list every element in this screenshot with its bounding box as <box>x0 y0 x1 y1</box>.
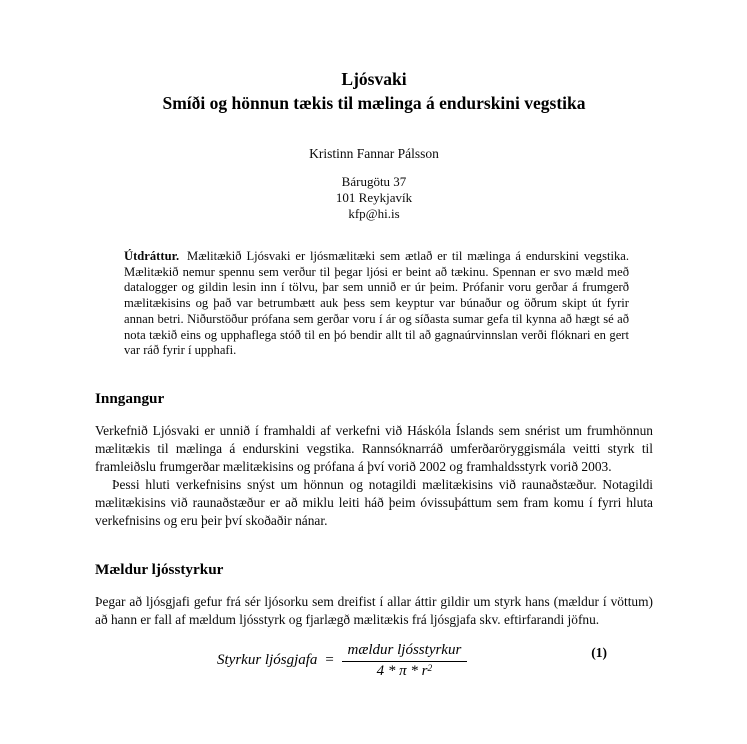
equation-lhs: Styrkur ljósgjafa <box>217 652 318 669</box>
paragraph: Þessi hluti verkefnisins snýst um hönnun og notagildi mælitækisins við raunaðstæður. Notagildi mælitækisins við raunaðstæður er að miklu leiti háð þeim óvissuþáttum sem fram komu í fyrri hluta verkefnisins og eru þeir því skoðaðir nánar. <box>95 476 653 528</box>
equation-equals-sign: = <box>324 652 335 669</box>
abstract-text: Mælitækið Ljósvaki er ljósmælitæki sem ætlað er til mælinga á endurskini vegstika. Mælitækið nemur spennu sem verður til þegar ljósi er beint að tækinu. Spennan er svo mæld með datalogger og gildin lesin inn í tölvu, þar sem unnið er úr þeim. Prófanir voru gerðar á frumgerð mælitækisins og það var betrumbætt auk þess sem keyptur var búnaður og öðrum skipt út fyrir annan betri. Niðurstöður prófana sem gerðar voru í ár og síðasta sumar gefa til kynna að hægt sé að nota tækið eins og upphaflega stóð til en þó bendir allt til að gagnaúrvinnslan verði flóknari en gert var ráð fyrir í upphafi. <box>124 249 629 358</box>
paragraph: Verkefnið Ljósvaki er unnið í framhaldi af verkefni við Háskóla Íslands sem snérist um frumhönnun mælitækis til mælinga á endurskini vegstika. Rannsóknarráð umferðaröryggismála veitti styrk til framleiðslu frumgerðar mælitækisins og prófana á því vorið 2002 og framhaldsstyrk vorið 2003. <box>95 422 653 474</box>
denominator-exponent: 2 <box>427 663 433 674</box>
denominator-base: 4 * π * r <box>376 662 428 679</box>
document-title <box>95 67 653 115</box>
section-heading-maeldur-ljosstyrkur: Mældur ljósstyrkur <box>95 560 224 578</box>
document-title-line2: Smíði og hönnun tækis til mælinga á endurskini vegstika <box>162 93 586 113</box>
section-heading-inngangur: Inngangur <box>95 389 165 407</box>
equation-block <box>95 642 653 692</box>
fraction-denominator <box>342 661 468 680</box>
paragraph: Þegar að ljósgjafi gefur frá sér ljósorku sem dreifist í allar áttir gildir um styrk hans (mældur í vöttum) að hann er fall af mældum ljósstyrk og fjarlægð mælitækis frá ljósgjafa skv. eftirfarandi jöfnu. <box>95 593 653 627</box>
author-address <box>95 174 653 222</box>
equation-fraction <box>342 642 468 680</box>
equation-number: (1) <box>591 644 607 660</box>
fraction-numerator: mældur ljósstyrkur <box>347 641 462 658</box>
document-title-line1: Ljósvaki <box>341 69 407 89</box>
abstract <box>124 249 629 359</box>
author-name: Kristinn Fannar Pálsson <box>309 146 439 161</box>
address-line-city: 101 Reykjavík <box>335 190 413 205</box>
address-line-email: kfp@hi.is <box>348 206 400 221</box>
equation-1 <box>217 642 467 680</box>
address-line-street: Bárugötu 37 <box>341 174 407 189</box>
abstract-label: Útdráttur. <box>124 249 180 263</box>
